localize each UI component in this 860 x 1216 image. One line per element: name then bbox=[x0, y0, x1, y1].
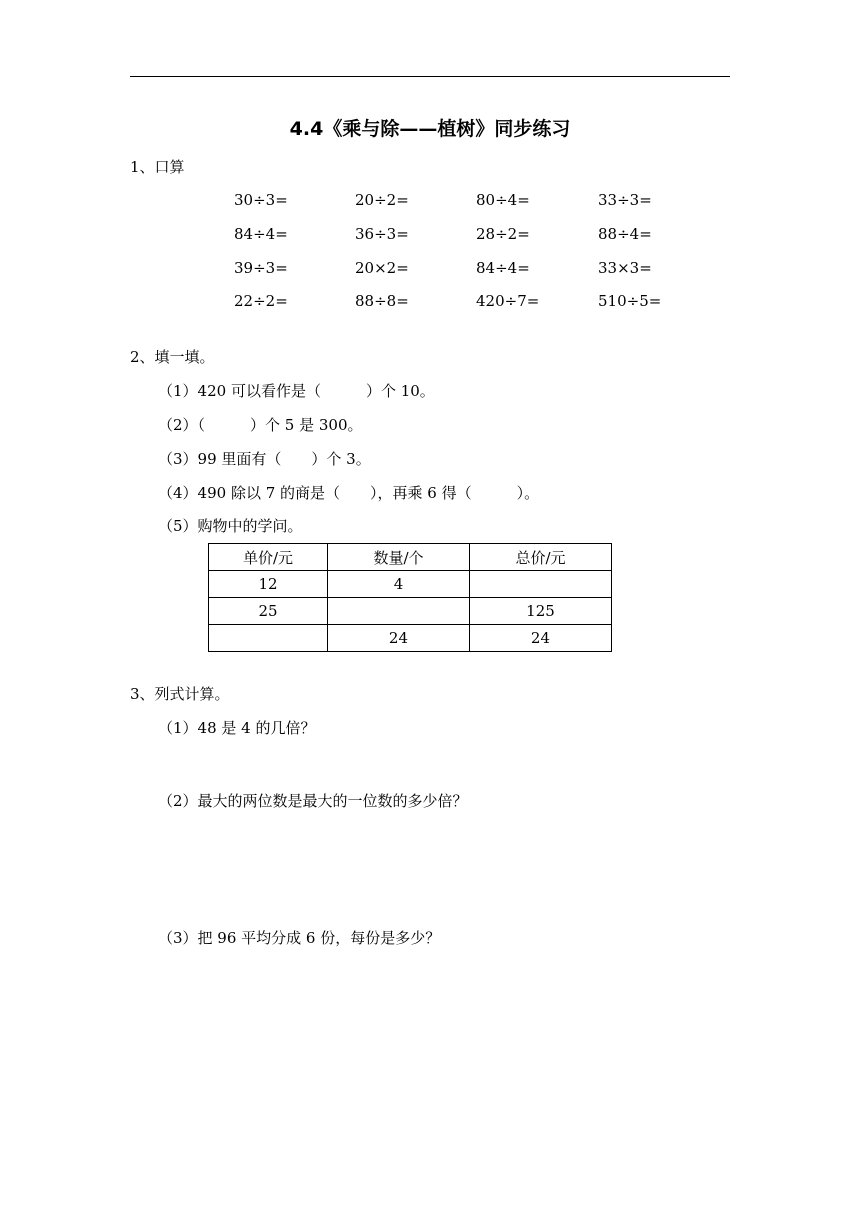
table-cell bbox=[328, 598, 470, 625]
table-cell: 24 bbox=[469, 625, 611, 652]
section-1-heading: 1、口算 bbox=[130, 158, 185, 176]
mental-math-item: 33×3= bbox=[598, 259, 652, 277]
table-cell: 24 bbox=[328, 625, 470, 652]
mental-math-item: 28÷2= bbox=[476, 225, 530, 243]
table-header-cell: 单价/元 bbox=[209, 544, 328, 571]
mental-math-item: 420÷7= bbox=[476, 292, 540, 310]
mental-math-item: 80÷4= bbox=[476, 191, 530, 209]
calc-question-2: （2）最大的两位数是最大的一位数的多少倍？ bbox=[158, 792, 468, 810]
mental-math-item: 510÷5= bbox=[598, 292, 662, 310]
table-cell: 4 bbox=[328, 571, 470, 598]
fill-blank-item-1: （1）420 可以看作是（ ）个 10。 bbox=[158, 382, 435, 400]
table-header-cell: 总价/元 bbox=[469, 544, 611, 571]
mental-math-item: 84÷4= bbox=[234, 225, 288, 243]
mental-math-item: 88÷4= bbox=[598, 225, 652, 243]
table-cell bbox=[469, 571, 611, 598]
fill-blank-item-2: （2）（ ）个 5 是 300。 bbox=[158, 416, 363, 434]
table-cell: 25 bbox=[209, 598, 328, 625]
mental-math-item: 30÷3= bbox=[234, 191, 288, 209]
mental-math-item: 88÷8= bbox=[355, 292, 409, 310]
fill-blank-item-4: （4）490 除以 7 的商是（ ），再乘 6 得（ ）。 bbox=[158, 484, 540, 502]
fill-blank-item-5: （5）购物中的学问。 bbox=[158, 517, 303, 535]
table-cell: 12 bbox=[209, 571, 328, 598]
mental-math-item: 36÷3= bbox=[355, 225, 409, 243]
calc-question-3: （3）把 96 平均分成 6 份，每份是多少？ bbox=[158, 929, 441, 947]
table-cell bbox=[209, 625, 328, 652]
fill-blank-item-3: （3）99 里面有（ ）个 3。 bbox=[158, 450, 371, 468]
table-row bbox=[209, 598, 612, 625]
mental-math-item: 84÷4= bbox=[476, 259, 530, 277]
calc-question-1: （1）48 是 4 的几倍？ bbox=[158, 719, 316, 737]
section-3-heading: 3、列式计算。 bbox=[130, 685, 230, 703]
mental-math-item: 20×2= bbox=[355, 259, 409, 277]
table-row bbox=[209, 625, 612, 652]
shopping-table bbox=[208, 543, 612, 652]
mental-math-item: 20÷2= bbox=[355, 191, 409, 209]
mental-math-item: 33÷3= bbox=[598, 191, 652, 209]
header-rule bbox=[130, 76, 730, 77]
section-2-heading: 2、填一填。 bbox=[130, 348, 215, 366]
mental-math-item: 39÷3= bbox=[234, 259, 288, 277]
page-title: 4.4《乘与除——植树》同步练习 bbox=[289, 118, 571, 140]
table-header-cell: 数量/个 bbox=[328, 544, 470, 571]
mental-math-item: 22÷2= bbox=[234, 292, 288, 310]
table-row bbox=[209, 571, 612, 598]
table-cell: 125 bbox=[469, 598, 611, 625]
table-header-row bbox=[209, 544, 612, 571]
